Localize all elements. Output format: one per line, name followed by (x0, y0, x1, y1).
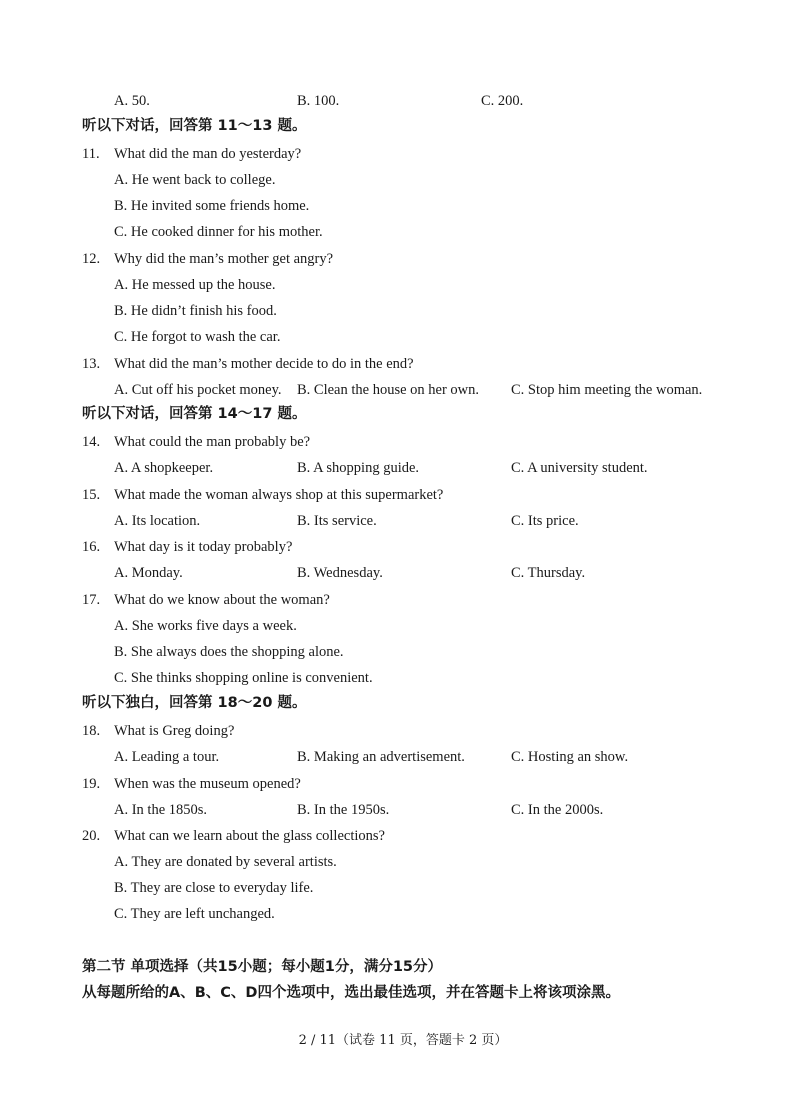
option-c: C. They are left unchanged. (114, 906, 275, 922)
question-number: 17. (82, 592, 101, 608)
option-b: B. Clean the house on her own. (297, 382, 480, 398)
option-c: C. Stop him meeting the woman. (511, 382, 703, 398)
option-b: B. He invited some friends home. (114, 198, 310, 214)
option-b: B. 100. (297, 93, 340, 109)
question-text: Why did the man’s mother get angry? (114, 251, 334, 267)
option-c: C. Thursday. (511, 565, 586, 581)
option-a: A. Cut off his pocket money. (114, 382, 282, 398)
option-a: A. He messed up the house. (114, 277, 276, 293)
option-c: C. 200. (481, 93, 524, 109)
question-text: What could the man probably be? (114, 434, 311, 450)
option-c: C. A university student. (511, 460, 648, 476)
question-text: What is Greg doing? (114, 723, 235, 739)
option-a: A. Its location. (114, 513, 201, 529)
question-number: 18. (82, 723, 101, 739)
option-a: A. She works five days a week. (114, 618, 297, 634)
question-number: 15. (82, 487, 101, 503)
option-b: B. Wednesday. (297, 565, 383, 581)
question-text: What made the woman always shop at this supermarket? (114, 487, 444, 503)
option-b: B. A shopping guide. (297, 460, 420, 476)
question-number: 20. (82, 828, 101, 844)
part-two-instruction: 从每题所给的A、B、C、D四个选项中，选出最佳选项，并在答题卡上将该项涂黑。 (82, 985, 620, 1001)
question-number: 16. (82, 539, 101, 555)
part-two-title: 第二节 单项选择（共15小题；每小题1分，满分15分） (82, 959, 442, 975)
option-b: B. In the 1950s. (297, 802, 390, 818)
option-c: C. Its price. (511, 513, 579, 529)
question-number: 14. (82, 434, 101, 450)
option-a: A. He went back to college. (114, 172, 276, 188)
option-a: A. Monday. (114, 565, 183, 581)
option-a: A. Leading a tour. (114, 749, 220, 765)
question-text: What did the man’s mother decide to do in the end? (114, 356, 414, 372)
option-a: A. 50. (114, 93, 150, 109)
option-a: A. They are donated by several artists. (114, 854, 337, 870)
question-number: 13. (82, 356, 101, 372)
option-b: B. She always does the shopping alone. (114, 644, 344, 660)
option-c: C. Hosting an show. (511, 749, 629, 765)
section-header-14-17: 听以下对话，回答第 14～17 题。 (82, 406, 307, 422)
option-b: B. Its service. (297, 513, 377, 529)
option-b: B. Making an advertisement. (297, 749, 465, 765)
question-text: What do we know about the woman? (114, 592, 330, 608)
option-c: C. She thinks shopping online is convenient. (114, 670, 373, 686)
option-a: A. A shopkeeper. (114, 460, 214, 476)
question-text: What can we learn about the glass collections? (114, 828, 385, 844)
question-text: What day is it today probably? (114, 539, 293, 555)
section-header-18-20: 听以下独白，回答第 18～20 题。 (82, 695, 307, 711)
option-a: A. In the 1850s. (114, 802, 208, 818)
question-number: 11. (82, 146, 100, 162)
option-c: C. He cooked dinner for his mother. (114, 224, 323, 240)
option-b: B. They are close to everyday life. (114, 880, 314, 896)
option-b: B. He didn’t finish his food. (114, 303, 277, 319)
question-text: When was the museum opened? (114, 776, 301, 792)
question-number: 19. (82, 776, 101, 792)
question-text: What did the man do yesterday? (114, 146, 302, 162)
option-c: C. In the 2000s. (511, 802, 604, 818)
page-footer: 2 / 11（试卷 11 页，答题卡 2 页） (298, 1033, 508, 1048)
question-number: 12. (82, 251, 101, 267)
option-c: C. He forgot to wash the car. (114, 329, 281, 345)
section-header-11-13: 听以下对话，回答第 11～13 题。 (82, 118, 307, 134)
